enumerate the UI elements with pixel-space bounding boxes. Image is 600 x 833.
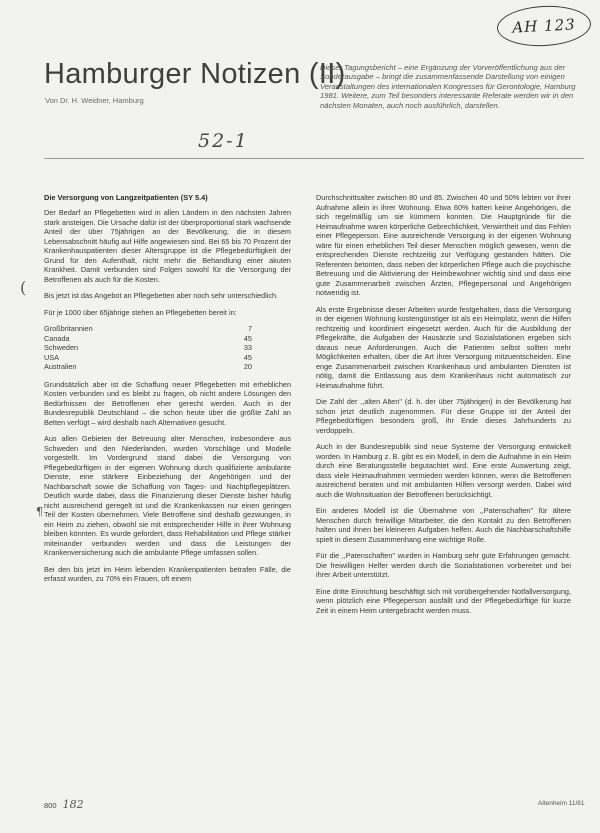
paragraph: Ein anderes Modell ist die Übernahme von ,,Patenschaften'' für ältere Menschen durch freiwillige Mitarbeiter, die den Kontakt zu den Betroffenen halten und ihnen bei kleineren Aufgaben helfen. Auch die Nachbarschaftshilfe spielt in diesem Zusammenhang eine wichtige Rolle. bbox=[316, 506, 571, 544]
header-divider bbox=[44, 158, 584, 159]
table-row bbox=[44, 353, 252, 363]
country-cell: Canada bbox=[44, 333, 70, 343]
value-cell: 33 bbox=[243, 343, 252, 353]
table-row bbox=[44, 343, 252, 353]
table-row bbox=[44, 362, 252, 372]
paragraph: Grundsätzlich aber ist die Schaffung neuer Pflegebetten mit erheblichen Kosten verbunden und es bleibt zu fragen, ob nicht andere Lösungen den Bedürfnissen der Betroffenen eher gerecht werden. Auch in der Bundesrepublik Deutschland – die schon heute über die größte Zahl an Betten verfügt – wird deshalb nach Alternativen gesucht. bbox=[44, 379, 291, 427]
paragraph: Für je 1000 über 65jährige stehen an Pflegebetten bereit in: bbox=[44, 307, 237, 317]
value-cell: 45 bbox=[243, 333, 252, 343]
value-cell: 20 bbox=[243, 362, 252, 372]
paragraph: Der Bedarf an Pflegebetten wird in allen Ländern in den nächsten Jahren stark ansteigen. Die Ursache dafür ist der überproportional stark wachsende Anteil der über 75jährigen an der Bevölkerung, die in diesem Lebensabschnitt häufig auf Hilfe angewiesen sind. Bei 65 bis 70 Prozent der Krankenhauspatienten dieser Altersgruppe ist die Pflegebedürftigkeit der Grund für den Aufenthalt, nicht mehr die Behandlung einer akuten Krankheit. Damit verbunden sind Folgen sowohl für die Versorgung der Betroffenen als auch für die Kosten. bbox=[44, 208, 291, 284]
country-cell: Großbritannien bbox=[44, 324, 93, 333]
handwritten-page-number: 182 bbox=[62, 798, 84, 811]
paragraph: Als erste Ergebnisse dieser Arbeiten wurde festgehalten, dass die Versorgung in der eigenen Wohnung kostengünstiger ist als ein Heimplatz, wenn die Hilfen rechtzeitig und koordiniert eingesetzt werden. Auch für die Ausbildung der Pflegekräfte, die Aufgaben der Hausärzte und Sozialstationen ergeben sich daraus neue Anforderungen. Auch die Patienten selbst sollten mehr Möglichkeiten erhalten, über die Art ihrer Versorgung mitzuentscheiden. Eine enge Zusammenarbeit zwischen Krankenhaus und ambulanten Diensten ist nötig, damit die Entlassung aus dem Krankenhaus nicht automatisch zur Heimaufnahme führt. bbox=[316, 304, 571, 390]
table-row bbox=[44, 334, 252, 344]
paragraph: Für die ,,Patenschaften'' wurden in Hamburg sehr gute Erfahrungen gemacht. Die freiwilligen Helfer werden durch die Sozialstationen vorbereitet und bei ihrer Arbeit unterstützt. bbox=[316, 551, 571, 579]
paragraph: Durchschnittsalter zwischen 80 und 85. Zwischen 40 und 50% lebten vor ihrer Aufnahme allein in ihrer Wohnung. Etwa 60% hatten keine Angehörigen, die sich regelmäßig um sie kümmern konnten. Die Hauptgründe für die Heimaufnahme waren körperliche Gebrechlichkeit, Verwirrtheit und das Fehlen einer Pflegeperson. Eine ausreichende Versorgung in der eigenen Wohnung wäre für einen erheblichen Teil dieser Menschen möglich gewesen, wenn die entsprechenden Dienste rechtzeitig zur Verfügung gestanden hätten. Die Referenten betonten, dass neben der körperlichen Pflege auch die psychische Betreuung und die Aktivierung der Heimbewohner wichtig sind und dass eine gute Zusammenarbeit zwischen Ärzten, Pflegepersonal und Angehörigen notwendig ist. bbox=[316, 193, 571, 297]
paragraph: Die Zahl der ,,alten Alten'' (d. h. der über 75jährigen) in der Bevölkerung hat schon jetzt deutlich zugenommen. Für diese Gruppe ist der Anteil der Pflegebedürftigen besonders groß, ihr Ende dieses Jahrhunderts zu verdoppeln. bbox=[316, 397, 571, 435]
value-cell: 45 bbox=[243, 352, 252, 362]
intro-text: Dieser Tagungsbericht – eine Ergänzung der Vorveröffentlichung aus der Sonderausgabe – bringt die zusammenfassende Darstellung von einigen Veranstaltungen des internationalen Kongresses für Gerontologie, Hamburg 1981. Weitere, zum Teil besonders interessante Referate werden wir in den nächsten Monaten, auch noch ausführlich, darstellen. bbox=[320, 63, 576, 110]
page-footer-left bbox=[44, 798, 84, 811]
paragraph: Eine dritte Einrichtung beschäftigt sich mit vorübergehender Notfallversorgung, wenn plötzlich eine Pflegeperson ausfällt und der Pflegebedürftige für kurze Zeit in einem Heim untergebracht werden muss. bbox=[316, 586, 571, 615]
page-number: 800 bbox=[44, 801, 57, 810]
table-row bbox=[44, 324, 252, 334]
paragraph: Auch in der Bundesrepublik sind neue Systeme der Versorgung entwickelt worden. In Hamburg z. B. gibt es ein Modell, in dem die Aufnahme in ein Heim durch eine Beratungsstelle begutachtet wird. Eine erste Auswertung zeigt, dass viele Heimaufnahmen vermieden werden können, wenn die Betroffenen ausreichend beraten und mit ambulanten Hilfen versorgt werden. Dabei wird auch die Wohnsituation der Betroffenen berücksichtigt. bbox=[316, 442, 571, 499]
archive-stamp bbox=[496, 4, 592, 49]
country-cell: USA bbox=[44, 352, 60, 362]
right-column bbox=[316, 193, 571, 622]
section-heading: Die Versorgung von Langzeitpatienten (SY 5.4) bbox=[44, 193, 208, 202]
margin-mark: ( bbox=[20, 278, 27, 297]
journal-reference: Altenheim 11/81 bbox=[538, 800, 585, 807]
paragraph: Bei den bis jetzt im Heim lebenden Krankenpatienten betrafen Fälle, die erfasst wurden, zu 70% ein Frauen, oft einem bbox=[44, 564, 291, 584]
paragraph: Bis jetzt ist das Angebot an Pflegebetten aber noch sehr unterschiedlich. bbox=[44, 291, 279, 300]
author-line: Von Dr. H. Weidner, Hamburg bbox=[45, 96, 144, 105]
handwritten-note: 52-1 bbox=[198, 130, 249, 152]
left-column bbox=[44, 193, 291, 591]
country-cell: Schweden bbox=[44, 343, 79, 353]
margin-mark: ¶ bbox=[36, 505, 43, 518]
value-cell: 7 bbox=[247, 324, 252, 333]
bed-statistics-table bbox=[44, 324, 252, 372]
country-cell: Australien bbox=[44, 362, 77, 372]
paragraph: Aus allen Gebieten der Betreuung alter Menschen, insbesondere aus Schweden und den Niederlanden, wurden Vorschläge und Modelle vorgestellt. Im Vordergrund stand dabei die Versorgung von Pflegebedürftigen in der eigenen Wohnung durch qualifizierte ambulante Dienste, eine stärkere Einbeziehung der Angehörigen und der Nachbarschaft sowie die Schaffung von Tages- und Nachtpflegeplätzen. Deutlich wurde dabei, dass die Finanzierung dieser Dienste bisher häufig nicht ausreichend geregelt ist und die Krankenkassen nur einen geringen Teil der Kosten übernehmen. Viele Betroffene sind deshalb gezwungen, in ein Heim zu ziehen, obwohl sie mit entsprechender Hilfe in ihrer Wohnung bleiben könnten. Es wurde gefordert, dass Rehabilitation und Pflege stärker miteinander verbunden werden und dass die Leistungen der Krankenversicherung auch die ambulante Pflege umfassen sollen. bbox=[44, 434, 291, 558]
stamp-text: AH 123 bbox=[511, 15, 577, 37]
page-title: Hamburger Notizen (II) bbox=[44, 58, 346, 90]
